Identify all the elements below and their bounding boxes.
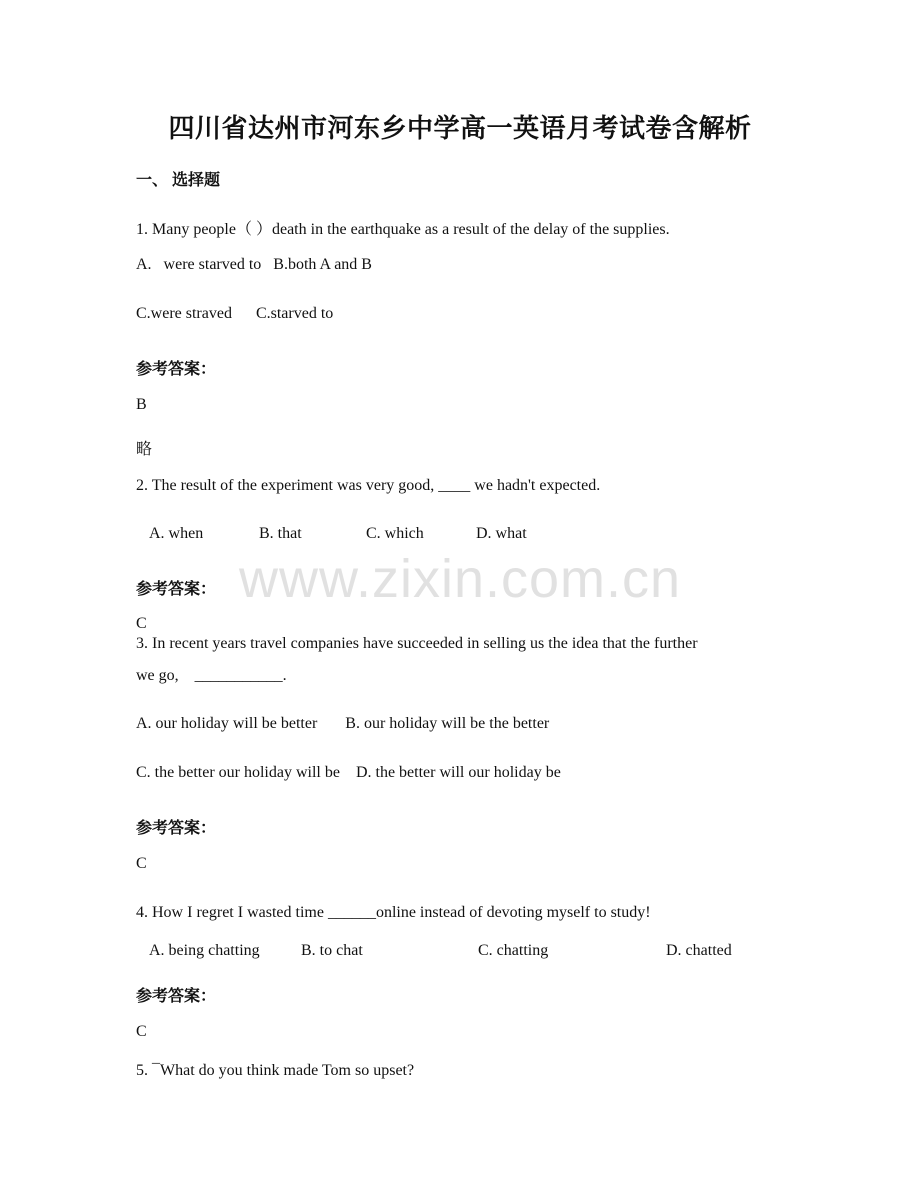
page-title: 四川省达州市河东乡中学高一英语月考试卷含解析 <box>168 114 752 143</box>
question-2-option-c: C. which <box>366 525 424 542</box>
question-4-option-b: B. to chat <box>301 942 363 959</box>
answer-label-2: 参考答案： <box>136 581 217 598</box>
question-3-stem-line-1: 3. In recent years travel companies have succeeded in selling us the idea that the further <box>136 635 698 652</box>
question-2-option-d: D. what <box>476 525 527 542</box>
answer-label-4: 参考答案： <box>136 988 217 1005</box>
question-4-answer: C <box>136 1023 147 1040</box>
question-1-stem: 1. Many people（ ）death in the earthquake as a result of the delay of the supplies. <box>136 221 670 238</box>
question-1-options-line-1: A. were starved to B.both A and B <box>136 256 372 273</box>
question-2-answer: C <box>136 615 147 632</box>
question-1-explanation: 略 <box>136 441 153 458</box>
question-1-answer: B <box>136 396 147 413</box>
section-heading: 一、 选择题 <box>136 172 221 189</box>
question-3-options-line-2: C. the better our holiday will be D. the better will our holiday be <box>136 764 561 781</box>
watermark: www.zixin.com.cn <box>238 549 682 609</box>
question-2-option-a: A. when <box>149 525 204 542</box>
question-3-options-line-1: A. our holiday will be better B. our holiday will be the better <box>136 715 550 732</box>
question-4-stem: 4. How I regret I wasted time ______online instead of devoting myself to study! <box>136 904 651 921</box>
question-1-options-line-2: C.were straved C.starved to <box>136 305 334 322</box>
question-4-option-c: C. chatting <box>478 942 549 959</box>
question-3-answer: C <box>136 855 147 872</box>
question-4-option-d: D. chatted <box>666 942 732 959</box>
question-4-option-a: A. being chatting <box>149 942 260 959</box>
question-2-stem: 2. The result of the experiment was very good, ____ we hadn't expected. <box>136 477 601 494</box>
answer-label-3: 参考答案： <box>136 820 217 837</box>
question-5-stem: 5. ¯What do you think made Tom so upset? <box>136 1062 415 1079</box>
answer-label-1: 参考答案： <box>136 361 217 378</box>
question-3-stem-line-2: we go, ___________. <box>136 667 287 684</box>
question-2-option-b: B. that <box>259 525 302 542</box>
